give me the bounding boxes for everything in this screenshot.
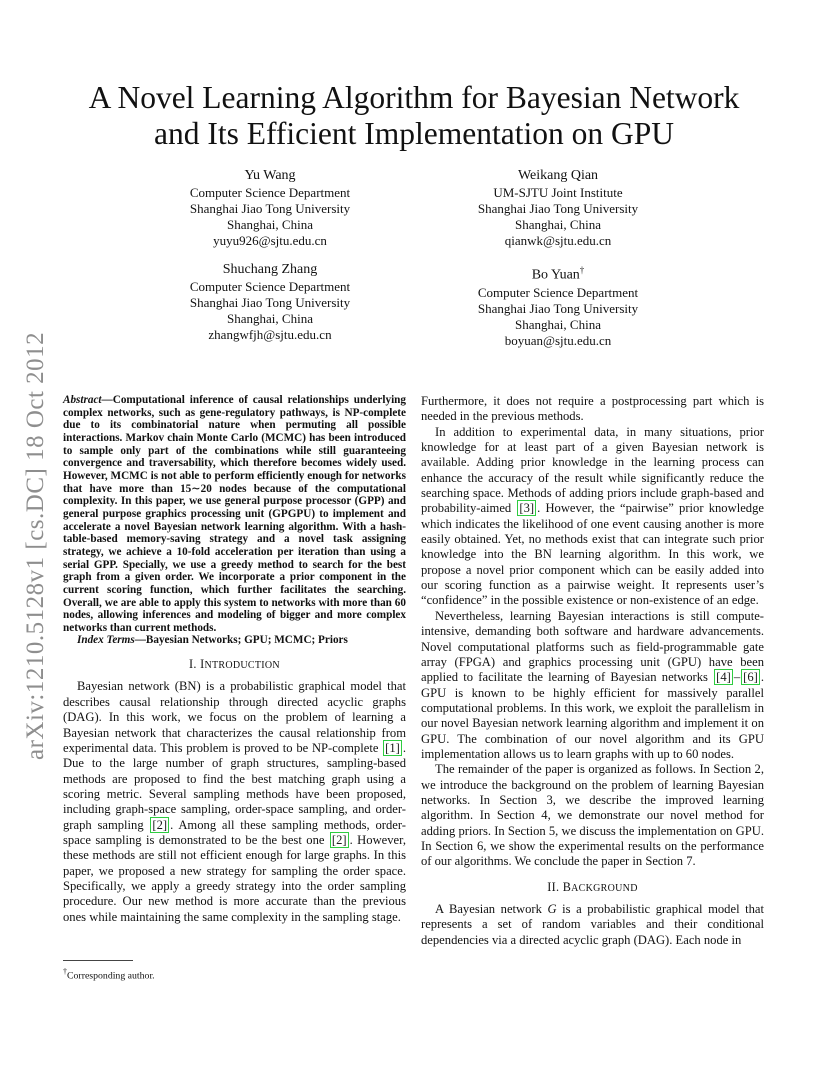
author-email[interactable]: yuyu926@sjtu.edu.cn <box>213 233 327 248</box>
author-department: Computer Science Department <box>477 284 639 300</box>
footnote-rule <box>63 960 133 961</box>
author-city: Shanghai, China <box>227 311 313 326</box>
section-number: II. <box>547 879 563 894</box>
citation-link[interactable]: [6] <box>743 670 758 685</box>
text-run: is a probabilistic graphical model that represents a set of random variables and their conditional dependencies via a directed acyclic graph (DAG). Each node in <box>421 902 764 947</box>
author-email[interactable]: boyuan@sjtu.edu.cn <box>504 332 612 348</box>
text-run: In addition to experimental data, in many situations, prior knowledge for at least part of a given Bayesian network is available. Adding prior knowledge in the learning process can enhance the accuracy of the result while significantly reduce the searching space. Methods of adding priors include graph-based and probability-aimed <box>421 424 764 516</box>
index-terms-text: —Bayesian Networks; GPU; MCMC; Priors <box>134 634 348 647</box>
section-heading-introduction <box>63 657 406 673</box>
intro-paragraph-1 <box>63 679 406 925</box>
text-run: . However, the “pairwise” prior knowledge which indicates the likelihood of one event causing another is more easily obtained. Yet, no methods exist that can integrate such prior knowledge into the BN learning algorithm. In this work, we propose a novel prior component which can be easily added into our scoring function as a pairwise weight. It represents user’s “confidence” in the possible existence or non-existence of an edge. <box>421 501 764 608</box>
text-run: A Bayesian network <box>435 902 548 916</box>
corresponding-author-mark: † <box>579 265 585 275</box>
author-university: Shanghai Jiao Tong University <box>189 201 351 216</box>
section-title-rest: NTRODUCTION <box>204 660 280 672</box>
author-department: Computer Science Department <box>189 279 351 294</box>
paper-title-line-2: and Its Efficient Implementation on GPU <box>154 116 674 151</box>
text-run: Nevertheless, learning Bayesian interactions is still compute-intensive, demanding both software and hardware advancements. Novel computational platforms such as field-programmable gate array (FPGA) and graphics processing unit (GPU) have been applied to facilitate the learning of Bayesian networks <box>421 608 764 685</box>
arxiv-side-stamp[interactable]: arXiv:1210.5128v1 [cs.DC] 18 Oct 2012 <box>22 331 49 760</box>
abstract <box>63 394 406 634</box>
citation-link[interactable]: [2] <box>331 832 347 847</box>
intro-paragraph-hardware <box>421 609 764 762</box>
text-run: Bayesian network (BN) is a probabilistic graphical model that describes causal relationship through directed acyclic graphs (DAG). In this work, we focus on the problem of learning a Bayesian network that characterizes the causal relationship from experimental data. This problem is proved to be NP-complete <box>63 679 406 755</box>
right-column <box>421 394 764 948</box>
citation-link[interactable]: [3] <box>519 501 535 516</box>
author-university: Shanghai Jiao Tong University <box>477 201 639 216</box>
footnote-text: Corresponding author. <box>67 970 155 982</box>
author-name: Yu Wang <box>244 168 296 183</box>
author-university: Shanghai Jiao Tong University <box>477 300 639 316</box>
author-city: Shanghai, China <box>227 217 313 232</box>
section-title-initial: B <box>562 879 572 894</box>
text-run: . However, these methods are still not efficient enough for large graphs. In this paper, we proposed a new strategy for sampling the order space. Specifically, we apply a greedy strategy into the order sampling procedure. Our new method is more accurate than the previous ones while maintaining the same complexity in the sampling stage. <box>63 832 406 924</box>
author-block-yu-wang <box>150 168 390 249</box>
author-university: Shanghai Jiao Tong University <box>189 295 351 310</box>
author-block-bo-yuan <box>438 262 678 349</box>
author-city: Shanghai, China <box>515 217 601 232</box>
background-paragraph-1 <box>421 902 764 948</box>
section-title-initial: I <box>200 657 205 672</box>
author-department: UM-SJTU Joint Institute <box>493 185 623 200</box>
abstract-lead: Abstract <box>63 394 102 406</box>
abstract-text: —Computational inference of causal relationships underlying complex networks, such as gene-regulatory pathways, is NP-complete due to its combinatorial nature when permuting all possible interactions. Markov chain Monte Carlo (MCMC) has been introduced to sample only part of the combinations while still guaranteeing convergence and traversability, which therefore becomes widely used. However, MCMC is not able to perform efficiently enough for networks that have more than 15∼20 nodes because of the computational complexity. In this paper, we use general purpose processor (GPP) and general purpose graphics processing unit (GPGPU) to implement and accelerate a novel Bayesian network learning algorithm. With a hash-table-based memory-saving strategy and a novel task assigning strategy, we achieve a 10-fold acceleration per iteration than using a serial GPP. Specially, we use a greedy method to search for the best graph from a given order. We incorporate a prior component in the current scoring function, which further facilitates the searching. Overall, we are able to apply this system to networks with more than 60 nodes, allowing inferences and modeling of bigger and more complex networks than current methods. <box>63 394 406 634</box>
footnote-mark: † <box>63 967 67 976</box>
index-terms <box>63 634 406 647</box>
footnote <box>63 966 406 982</box>
citation-link[interactable]: [1] <box>385 740 400 755</box>
author-name: Weikang Qian <box>517 168 599 183</box>
section-title-rest: ACKGROUND <box>571 882 638 894</box>
intro-paragraph-organization: The remainder of the paper is organized as follows. In Section 2, we introduce the background on the problem of learning Bayesian networks. In Section 3, we describe the improved learning algorithm. In Section 4, we demonstrate our novel method for adding priors. In Section 5, we discuss the implementation on GPU. In Section 6, we show the experimental results on the performance of our algorithms. We conclude the paper in Section 7. <box>421 762 764 869</box>
author-name-text: Bo Yuan <box>531 267 580 283</box>
text-run: . Among all these sampling methods, order-space sampling is demonstrated to be the best one <box>63 817 406 847</box>
author-city: Shanghai, China <box>515 316 601 332</box>
text-run: – <box>733 670 741 685</box>
intro-paragraph-continued: Furthermore, it does not require a postprocessing part which is needed in the previous methods. <box>421 394 764 424</box>
citation-link[interactable]: [4] <box>716 670 731 685</box>
citation-link[interactable]: [2] <box>152 817 168 832</box>
paper-title <box>40 80 788 152</box>
author-email[interactable]: qianwk@sjtu.edu.cn <box>504 233 612 248</box>
author-department: Computer Science Department <box>189 185 351 200</box>
paper-title-line-1: A Novel Learning Algorithm for Bayesian Network <box>88 80 740 115</box>
author-name: Shuchang Zhang <box>222 262 318 277</box>
author-block-shuchang-zhang <box>150 262 390 343</box>
author-email[interactable]: zhangwfjh@sjtu.edu.cn <box>208 327 332 342</box>
left-column <box>63 394 406 925</box>
text-run: . GPU is known to be highly efficient for massively parallel computational problems. In this work, we exploit the parallelism in our novel Bayesian network learning algorithm and implement it on GPU. The combination of our novel algorithm and its GPU implementation allows us to learn graphs with up to 60 nodes. <box>421 670 764 761</box>
author-block-weikang-qian <box>438 168 678 249</box>
text-run: . Due to the large number of graph structures, sampling-based methods are proposed to find the best matching graph using a scoring metric. Several sampling methods have been proposed, including graph-space sampling, order-space sampling, and order-graph sampling <box>63 740 406 832</box>
math-variable: G <box>547 902 557 916</box>
section-heading-background <box>421 880 764 896</box>
intro-paragraph-priors <box>421 425 764 609</box>
index-terms-lead: Index Terms <box>77 634 135 647</box>
section-number: I. <box>189 657 201 672</box>
author-name <box>438 262 678 284</box>
